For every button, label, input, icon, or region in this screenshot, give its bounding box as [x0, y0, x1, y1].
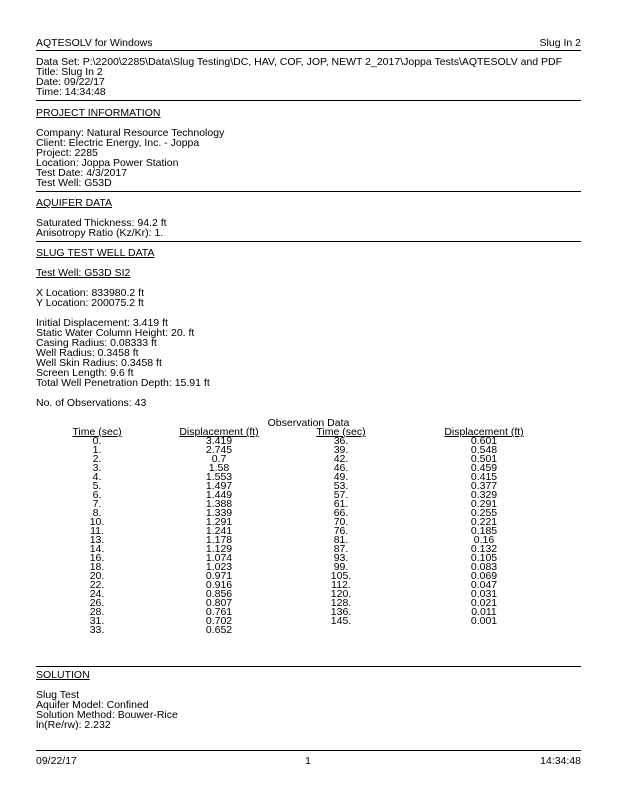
table-cell: 22. [89, 579, 105, 591]
table-cell: 0.807 [205, 597, 233, 609]
solution-method-line: Solution Method: Bouwer-Rice [36, 709, 178, 721]
table-cell: 6. [92, 489, 102, 501]
date-line: Date: 09/22/17 [36, 76, 105, 88]
table-cell: 0.761 [205, 606, 233, 618]
screen-length-line: Screen Length: 9.6 ft [36, 367, 134, 379]
table-cell: 18. [89, 561, 105, 573]
table-cell: 1.449 [205, 489, 233, 501]
table-cell: 0.916 [205, 579, 233, 591]
table-cell: 31. [89, 615, 105, 627]
column-header: Time (sec) [72, 426, 122, 438]
table-cell: 145. [330, 615, 352, 627]
table-cell: 81. [333, 534, 349, 546]
client-line: Client: Electric Energy, Inc. - Joppa [36, 137, 200, 149]
divider [36, 191, 581, 192]
aquifer-model-line: Aquifer Model: Confined [36, 699, 149, 711]
table-cell: 49. [333, 471, 349, 483]
test-well-id: Test Well: G53D SI2 [36, 267, 131, 279]
test-date-line: Test Date: 4/3/2017 [36, 167, 128, 179]
table-cell: 0.459 [470, 462, 498, 474]
solution-type-line: Slug Test [36, 689, 79, 701]
document-name: Slug In 2 [539, 37, 581, 49]
header-divider [36, 50, 581, 51]
table-cell: 0.021 [470, 597, 498, 609]
ln-ratio-line: ln(Re/rw): 2.232 [36, 719, 111, 731]
footer-page-number: 1 [305, 755, 311, 767]
table-cell: 0.16 [473, 534, 495, 546]
table-cell: 33. [89, 624, 105, 636]
column-header: Displacement (ft) [179, 426, 259, 438]
table-cell: 13. [89, 534, 105, 546]
table-cell: 3. [92, 462, 102, 474]
table-cell [289, 626, 393, 635]
column-header: Displacement (ft) [444, 426, 524, 438]
table-cell: 1.178 [205, 534, 233, 546]
table-cell: 0.856 [205, 588, 233, 600]
divider [36, 241, 581, 242]
table-cell: 14. [89, 543, 105, 555]
table-cell: 1.497 [205, 480, 233, 492]
table-cell: 1.553 [205, 471, 233, 483]
table-cell: 0.011 [471, 606, 497, 618]
table-cell: 0.548 [470, 444, 498, 456]
time-line: Time: 14:34:48 [36, 86, 106, 98]
table-cell: 1.241 [205, 525, 233, 537]
table-cell: 7. [92, 498, 102, 510]
table-cell: 3.419 [205, 435, 233, 447]
table-cell: 0.377 [470, 480, 498, 492]
table-cell: 0.7 [211, 453, 227, 465]
saturated-thickness-line: Saturated Thickness: 94.2 ft [36, 217, 167, 229]
test-well-line: Test Well: G53D [36, 177, 112, 189]
table-cell: 112. [331, 579, 351, 591]
table-cell: 46. [333, 462, 349, 474]
table-cell: 87. [333, 543, 349, 555]
table-cell: 2.745 [205, 444, 233, 456]
table-cell: 0.415 [470, 471, 498, 483]
well-heading: SLUG TEST WELL DATA [36, 247, 155, 259]
well-skin-radius-line: Well Skin Radius: 0.3458 ft [36, 357, 162, 369]
title-line: Title: Slug In 2 [36, 66, 103, 78]
table-cell: 1. [92, 444, 102, 456]
project-heading: PROJECT INFORMATION [36, 107, 161, 119]
table-cell: 61. [333, 498, 349, 510]
table-cell: 66. [333, 507, 349, 519]
solution-info [36, 690, 178, 730]
table-cell: 39. [333, 444, 349, 456]
project-line: Project: 2285 [36, 147, 98, 159]
table-cell: 8. [92, 507, 102, 519]
solution-heading: SOLUTION [36, 669, 90, 681]
table-cell: 0.702 [205, 615, 233, 627]
table-cell: 0.601 [470, 435, 498, 447]
penetration-depth-line: Total Well Penetration Depth: 15.91 ft [36, 377, 210, 389]
table-row [45, 626, 575, 635]
observation-table [45, 428, 575, 635]
footer-time: 14:34:48 [540, 755, 581, 767]
table-cell: 53. [333, 480, 349, 492]
table-cell: 0.047 [470, 579, 498, 591]
app-title: AQTESOLV for Windows [36, 37, 153, 49]
file-info [36, 57, 562, 97]
casing-radius-line: Casing Radius: 0.08333 ft [36, 337, 157, 349]
table-cell: 0.031 [470, 588, 498, 600]
table-cell: 0.255 [470, 507, 498, 519]
table-cell: 57. [333, 489, 349, 501]
table-cell: 11. [90, 525, 104, 537]
table-cell: 28. [89, 606, 105, 618]
table-row [45, 617, 575, 626]
y-location-line: Y Location: 200075.2 ft [36, 297, 144, 309]
table-cell: 1.291 [205, 516, 233, 528]
table-cell: 0.501 [470, 453, 498, 465]
table-cell: 120. [330, 588, 352, 600]
table-cell: 0.001 [470, 615, 498, 627]
table-cell: 76. [333, 525, 349, 537]
table-cell: 70. [333, 516, 349, 528]
table-cell [393, 626, 575, 635]
table-cell: 36. [333, 435, 349, 447]
table-cell: 0.652 [205, 624, 233, 636]
table-cell: 1.129 [205, 543, 233, 555]
table-row [45, 527, 575, 536]
aquifer-info [36, 218, 167, 238]
well-radius-line: Well Radius: 0.3458 ft [36, 347, 139, 359]
table-cell: 0.069 [470, 570, 498, 582]
table-cell: 1.339 [205, 507, 233, 519]
table-cell: 26. [89, 597, 105, 609]
footer-divider [36, 750, 581, 751]
table-cell: 0.971 [205, 570, 233, 582]
divider [36, 666, 581, 667]
company-line: Company: Natural Resource Technology [36, 127, 225, 139]
table-cell: 16. [89, 552, 105, 564]
table-cell: 0.221 [470, 516, 498, 528]
table-cell: 0.105 [470, 552, 498, 564]
project-info [36, 128, 224, 188]
table-cell: 0.185 [470, 525, 498, 537]
aquifer-heading: AQUIFER DATA [36, 197, 113, 209]
well-location [36, 288, 144, 308]
table-cell: 0.083 [470, 561, 498, 573]
table-cell: 128. [330, 597, 352, 609]
table-cell: 105. [330, 570, 352, 582]
divider [36, 100, 581, 101]
initial-displacement-line: Initial Displacement: 3.419 ft [36, 317, 168, 329]
well-parameters [36, 318, 210, 388]
table-cell: 1.074 [205, 552, 233, 564]
table-cell: 4. [92, 471, 102, 483]
static-water-column-line: Static Water Column Height: 20. ft [36, 327, 195, 339]
table-cell: 2. [92, 453, 102, 465]
table-cell: 24. [89, 588, 105, 600]
table-cell: 1.023 [205, 561, 233, 573]
table-cell: 1.388 [205, 498, 233, 510]
table-cell: 0.329 [470, 489, 498, 501]
table-cell: 93. [333, 552, 349, 564]
table-cell: 10. [89, 516, 105, 528]
data-set-line: Data Set: P:\2200\2285\Data\Slug Testing\DC, HAV, COF, JOP, NEWT 2_2017\Joppa Tests\AQTESOLV and PDF [36, 56, 563, 68]
anisotropy-line: Anisotropy Ratio (Kz/Kr): 1. [36, 227, 164, 239]
table-cell: 0.291 [470, 498, 498, 510]
table-cell: 136. [330, 606, 352, 618]
column-header: Time (sec) [316, 426, 366, 438]
table-cell: 1.58 [208, 462, 230, 474]
table-cell: 42. [333, 453, 349, 465]
x-location-line: X Location: 833980.2 ft [36, 287, 144, 299]
table-cell: 20. [89, 570, 105, 582]
observation-table-title: Observation Data [267, 417, 350, 429]
table-cell: 5. [92, 480, 102, 492]
table-cell: 99. [333, 561, 349, 573]
footer-date: 09/22/17 [36, 755, 77, 767]
observation-count: No. of Observations: 43 [36, 397, 147, 409]
location-line: Location: Joppa Power Station [36, 157, 179, 169]
table-cell: 0. [92, 435, 102, 447]
table-cell: 0.132 [470, 543, 498, 555]
